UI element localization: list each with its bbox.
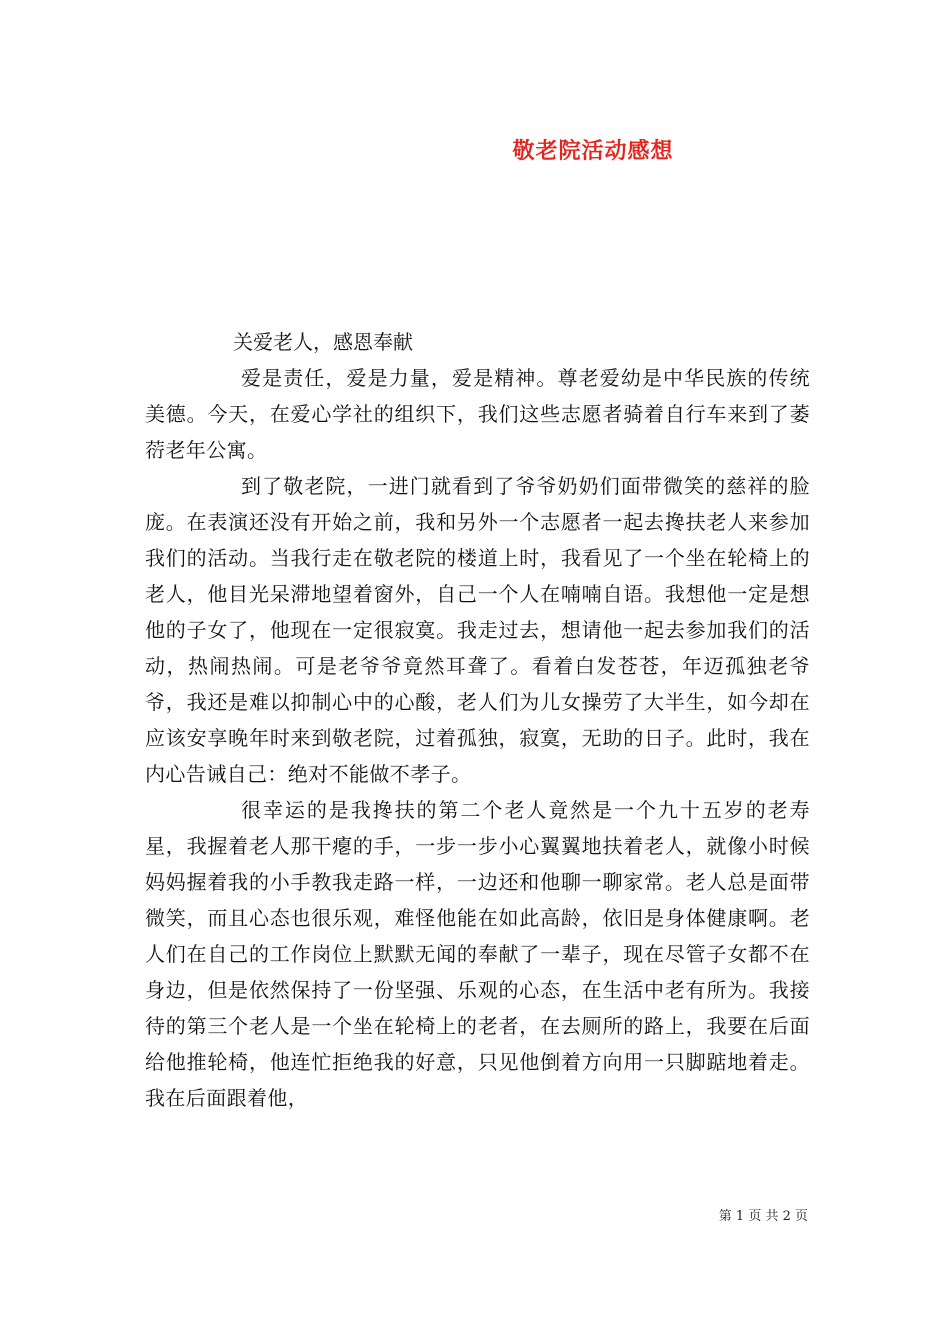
page-footer: 第 1 页 共 2 页 bbox=[718, 1209, 808, 1224]
document-body bbox=[145, 324, 810, 1116]
paragraph-1: 爱是责任，爱是力量，爱是精神。尊老爱幼是中华民族的传统美德。今天，在爱心学社的组织下，我们这些志愿者骑着自行车来到了萎葕老年公寓。 bbox=[145, 366, 810, 462]
paragraph-3: 很幸运的是我搀扶的第二个老人竟然是一个九十五岁的老寿星，我握着老人那干瘪的手，一步一步小心翼翼地扶着老人，就像小时候妈妈握着我的小手教我走路一样，一边还和他聊一聊家常。老人总是面带微笑，而且心态也很乐观，难怪他能在如此高龄，依旧是身体健康啊。老人们在自己的工作岗位上默默无闻的奉献了一辈子，现在尽管子女都不在身边，但是依然保持了一份坚强、乐观的心态，在生活中老有所为。我接待的第三个老人是一个坐在轮椅上的老者，在去厕所的路上，我要在后面给他推轮椅，他连忙拒绝我的好意，只见他倒着方向用一只脚踮地着走。我在后面跟着他， bbox=[145, 798, 810, 1110]
document-subtitle: 关爱老人，感恩奉献 bbox=[233, 330, 413, 354]
document-title: 敬老院活动感想 bbox=[512, 138, 674, 164]
paragraph-2: 到了敬老院，一进门就看到了爷爷奶奶们面带微笑的慈祥的脸庞。在表演还没有开始之前，我和另外一个志愿者一起去搀扶老人来参加我们的活动。当我行走在敬老院的楼道上时，我看见了一个坐在轮椅上的老人，他目光呆滞地望着窗外，自己一个人在喃喃自语。我想他一定是想他的子女了，他现在一定很寂寞。我走过去，想请他一起去参加我们的活动，热闹热闹。可是老爷爷竟然耳聋了。看着白发苍苍，年迈孤独老爷爷，我还是难以抑制心中的心酸，老人们为儿女操劳了大半生，如今却在应该安享晚年时来到敬老院，过着孤独，寂寞，无助的日子。此时，我在内心告诫自己：绝对不能做不孝子。 bbox=[145, 474, 810, 786]
